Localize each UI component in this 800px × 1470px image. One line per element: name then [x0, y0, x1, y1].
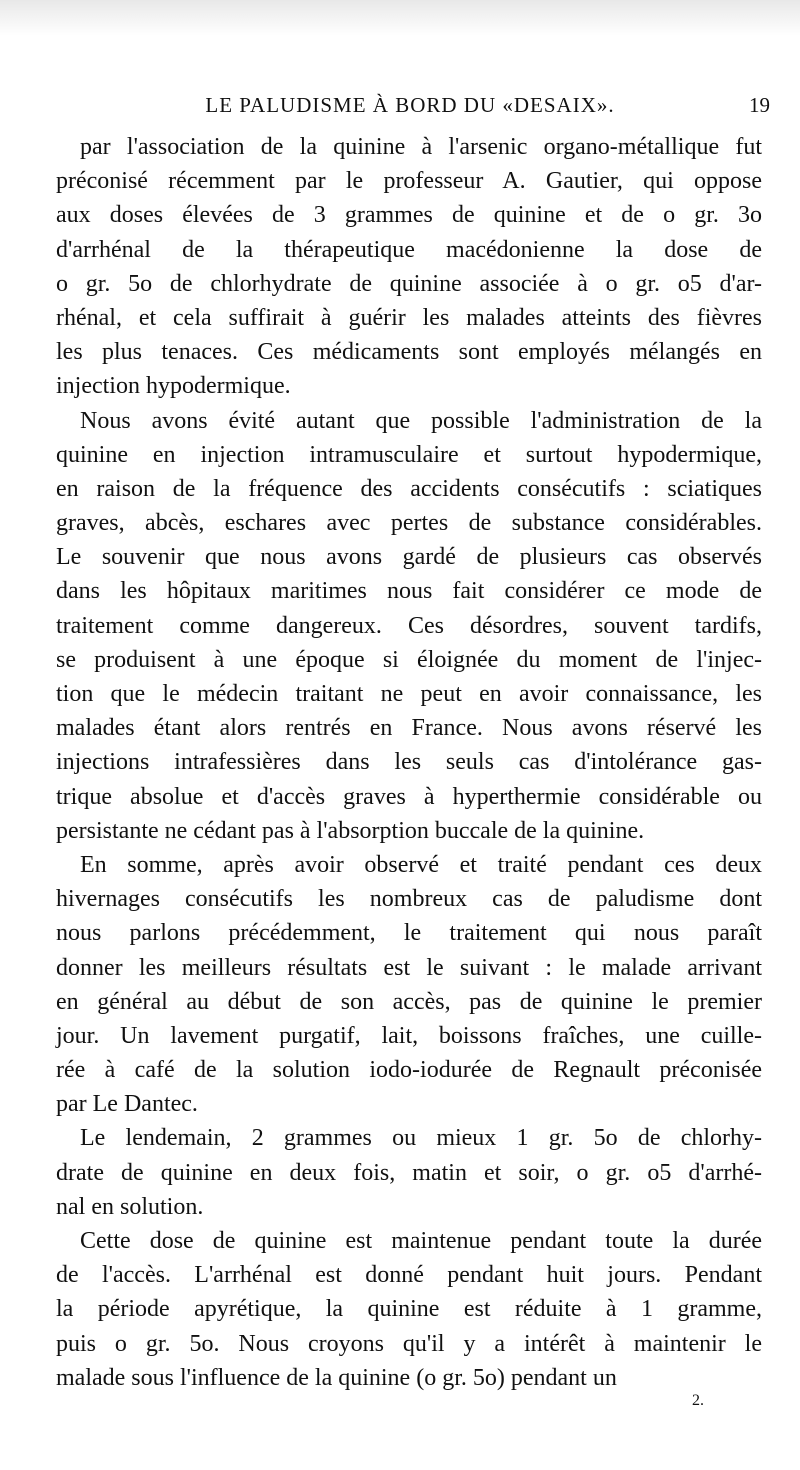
text-line: malade sous l'influence de la quinine (o gr. 5o) pendant un	[56, 1364, 617, 1391]
running-head	[50, 93, 770, 123]
text-line: tion que le médecin traitant ne peut en avoir connaissance, les	[56, 681, 762, 707]
text-line: se produisent à une époque si éloignée du moment de l'injec-	[56, 646, 762, 673]
paragraph	[56, 404, 762, 848]
text-line: quinine en injection intramusculaire et surtout hypodermique,	[56, 441, 762, 468]
text-line: o gr. 5o de chlorhydrate de quinine associée à o gr. o5 d'ar-	[56, 270, 762, 297]
text-line: donner les meilleurs résultats est le suivant : le malade arrivant	[56, 954, 762, 981]
text-line: la période apyrétique, la quinine est réduite à 1 gramme,	[56, 1296, 762, 1323]
text-line: d'arrhénal de la thérapeutique macédonienne la dose de	[56, 236, 762, 263]
text-line: aux doses élevées de 3 grammes de quinine et de o gr. 3o	[56, 202, 762, 229]
text-line: traitement comme dangereux. Ces désordres, souvent tardifs,	[56, 612, 762, 639]
scan-top-edge	[0, 0, 800, 36]
text-line: jour. Un lavement purgatif, lait, boissons fraîches, une cuille-	[56, 1022, 762, 1049]
text-line: Le lendemain, 2 grammes ou mieux 1 gr. 5o de chlorhy-	[80, 1125, 762, 1152]
paragraph	[56, 848, 762, 1122]
text-line: Nous avons évité autant que possible l'administration de la	[80, 407, 762, 434]
text-line: rhénal, et cela suffirait à guérir les malades atteints des fièvres	[56, 304, 762, 331]
text-line: drate de quinine en deux fois, matin et soir, o gr. o5 d'arrhé-	[56, 1159, 762, 1186]
text-line: nal en solution.	[56, 1193, 204, 1220]
paragraph	[56, 1121, 762, 1224]
text-line: En somme, après avoir observé et traité pendant ces deux	[80, 851, 762, 878]
text-line: préconisé récemment par le professeur A. Gautier, qui oppose	[56, 168, 762, 195]
body-text	[56, 130, 762, 1395]
text-line: nous parlons précédemment, le traitement qui nous paraît	[56, 920, 762, 947]
text-line: graves, abcès, eschares avec pertes de substance considérables.	[56, 510, 762, 537]
text-line: par l'association de la quinine à l'arsenic organo-métallique fut	[80, 134, 762, 160]
text-line: puis o gr. 5o. Nous croyons qu'il y a intérêt à maintenir le	[56, 1330, 762, 1357]
text-line: en raison de la fréquence des accidents consécutifs : sciatiques	[56, 475, 762, 502]
text-line: Cette dose de quinine est maintenue pendant toute la durée	[80, 1228, 762, 1254]
text-line: par Le Dantec.	[56, 1091, 198, 1118]
running-title: LE PALUDISME À BORD DU «DESAIX».	[205, 93, 615, 117]
text-line: persistante ne cédant pas à l'absorption buccale de la quinine.	[56, 817, 645, 844]
text-line: rée à café de la solution iodo-iodurée de Regnault préconisée	[56, 1057, 762, 1084]
text-line: les plus tenaces. Ces médicaments sont employés mélangés en	[56, 339, 762, 366]
paragraph	[56, 130, 762, 404]
text-line: Le souvenir que nous avons gardé de plusieurs cas observés	[56, 544, 762, 571]
page-number: 19	[749, 93, 770, 117]
text-line: injection hypodermique.	[56, 373, 291, 400]
paragraph	[56, 1224, 762, 1395]
text-line: malades étant alors rentrés en France. Nous avons réservé les	[56, 715, 762, 742]
signature-mark: 2.	[692, 1392, 704, 1409]
text-line: de l'accès. L'arrhénal est donné pendant huit jours. Pendant	[56, 1262, 762, 1289]
text-line: injections intrafessières dans les seuls cas d'intolérance gas-	[56, 749, 762, 776]
text-line: trique absolue et d'accès graves à hyperthermie considérable ou	[56, 783, 762, 810]
text-line: en général au début de son accès, pas de quinine le premier	[56, 988, 762, 1015]
text-line: dans les hôpitaux maritimes nous fait considérer ce mode de	[56, 578, 762, 605]
text-line: hivernages consécutifs les nombreux cas de paludisme dont	[56, 886, 762, 913]
